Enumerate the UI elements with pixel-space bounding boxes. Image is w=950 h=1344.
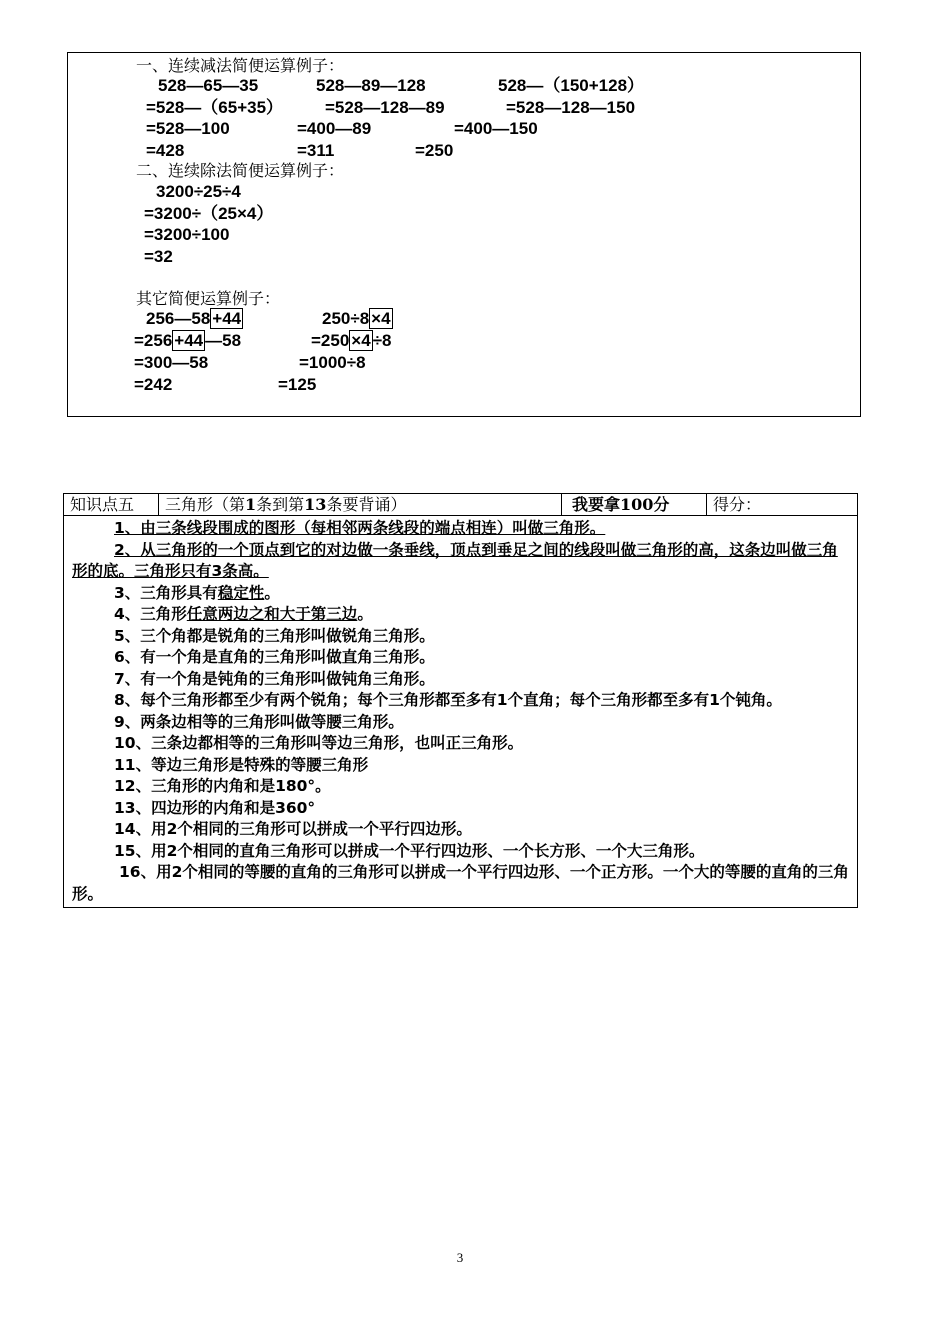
simplified-calculation-examples-box [67, 52, 861, 417]
topic-title: 三角形（第1条到第13条要背诵） [159, 494, 562, 516]
division-heading: 二、连续除法简便运算例子： [136, 161, 345, 180]
other-line-3b: =1000÷8 [299, 353, 366, 372]
sub-line-3b: =400—89 [297, 119, 372, 138]
other-heading: 其它简便运算例子： [136, 289, 281, 308]
point-5: 5、三个角都是锐角的三角形叫做锐角三角形。 [114, 626, 435, 645]
sub-line-1c: 528—（150+128） [498, 76, 645, 95]
point-12: 12、三角形的内角和是180°。 [114, 777, 331, 795]
sub-line-2a: =528—（65+35） [146, 98, 284, 117]
point-6: 6、有一个角是直角的三角形叫做直角三角形。 [114, 648, 435, 666]
point-13: 13、四边形的内角和是360° [114, 798, 316, 817]
point-14: 14、用2个相同的三角形可以拼成一个平行四边形。 [114, 820, 472, 838]
table-header-row [64, 494, 858, 516]
point-9: 9、两条边相等的三角形叫做等腰三角形。 [114, 712, 404, 731]
boxed-term: +44 [174, 331, 204, 350]
boxed-term: +44 [212, 309, 242, 328]
score-label: 得分： [707, 494, 858, 516]
sub-line-3a: =528—100 [146, 119, 230, 138]
sub-line-1b: 528—89—128 [316, 76, 426, 95]
point-8: 8、每个三角形都至少有两个锐角；每个三角形都至多有1个直角；每个三角形都至多有1个钝角。 [114, 691, 782, 709]
boxed-term: ×4 [371, 309, 391, 328]
knowledge-points-body [64, 516, 858, 908]
other-line-2a: =256 +44 —58 [134, 331, 242, 350]
sub-line-4a: =428 [146, 141, 185, 160]
div-line-4: =32 [144, 247, 173, 266]
other-line-3a: =300—58 [134, 353, 209, 372]
point-15: 15、用2个相同的直角三角形可以拼成一个平行四边形、一个长方形、一个大三角形。 [114, 841, 705, 860]
other-line-4b: =125 [278, 375, 317, 394]
knowledge-point-label: 知识点五 [64, 494, 159, 516]
sub-line-2c: =528—128—150 [506, 98, 636, 117]
other-line-1a: 256—58 +44 [146, 309, 242, 328]
other-line-4a: =242 [134, 375, 173, 394]
point-1: 1、由三条线段围成的图形（每相邻两条线段的端点相连）叫做三角形。 [114, 519, 606, 537]
div-line-1: 3200÷25÷4 [156, 182, 241, 201]
div-line-2: =3200÷（25×4） [144, 204, 274, 223]
div-line-3: =3200÷100 [144, 225, 230, 244]
other-line-1b: 250÷8 ×4 [322, 309, 391, 328]
boxed-term: ×4 [351, 331, 371, 350]
sub-line-1a: 528—65—35 [158, 76, 259, 95]
sub-line-2b: =528—128—89 [325, 98, 445, 117]
point-10: 10、三条边都相等的三角形叫等边三角形，也叫正三角形。 [114, 734, 524, 752]
page-number: 3 [456, 1250, 464, 1265]
sub-line-4c: =250 [415, 141, 454, 160]
goal-label: 我要拿100分 [562, 494, 707, 516]
knowledge-point-five-table [63, 493, 858, 908]
point-4: 4、三角形任意两边之和大于第三边。 [114, 605, 373, 623]
point-7: 7、有一个角是钝角的三角形叫做钝角三角形。 [114, 669, 435, 688]
other-line-2b: =250 ×4 ÷8 [311, 331, 392, 350]
sub-line-3c: =400—150 [454, 119, 538, 138]
point-2: 2、从三角形的一个顶点到它的对边做一条垂线，顶点到垂足之间的线段叫做三角形的高，这条边叫做三角形的底。三角形只有3条高。 [72, 540, 838, 580]
sub-line-4b: =311 [297, 141, 335, 160]
point-16: 16、用2个相同的等腰的直角的三角形可以拼成一个平行四边形、一个正方形。一个大的等腰的直角的三角形。 [72, 863, 849, 903]
subtraction-heading: 一、连续减法简便运算例子： [136, 56, 345, 75]
point-3: 3、三角形具有稳定性。 [114, 583, 280, 602]
point-11: 11、等边三角形是特殊的等腰三角形 [114, 755, 369, 774]
